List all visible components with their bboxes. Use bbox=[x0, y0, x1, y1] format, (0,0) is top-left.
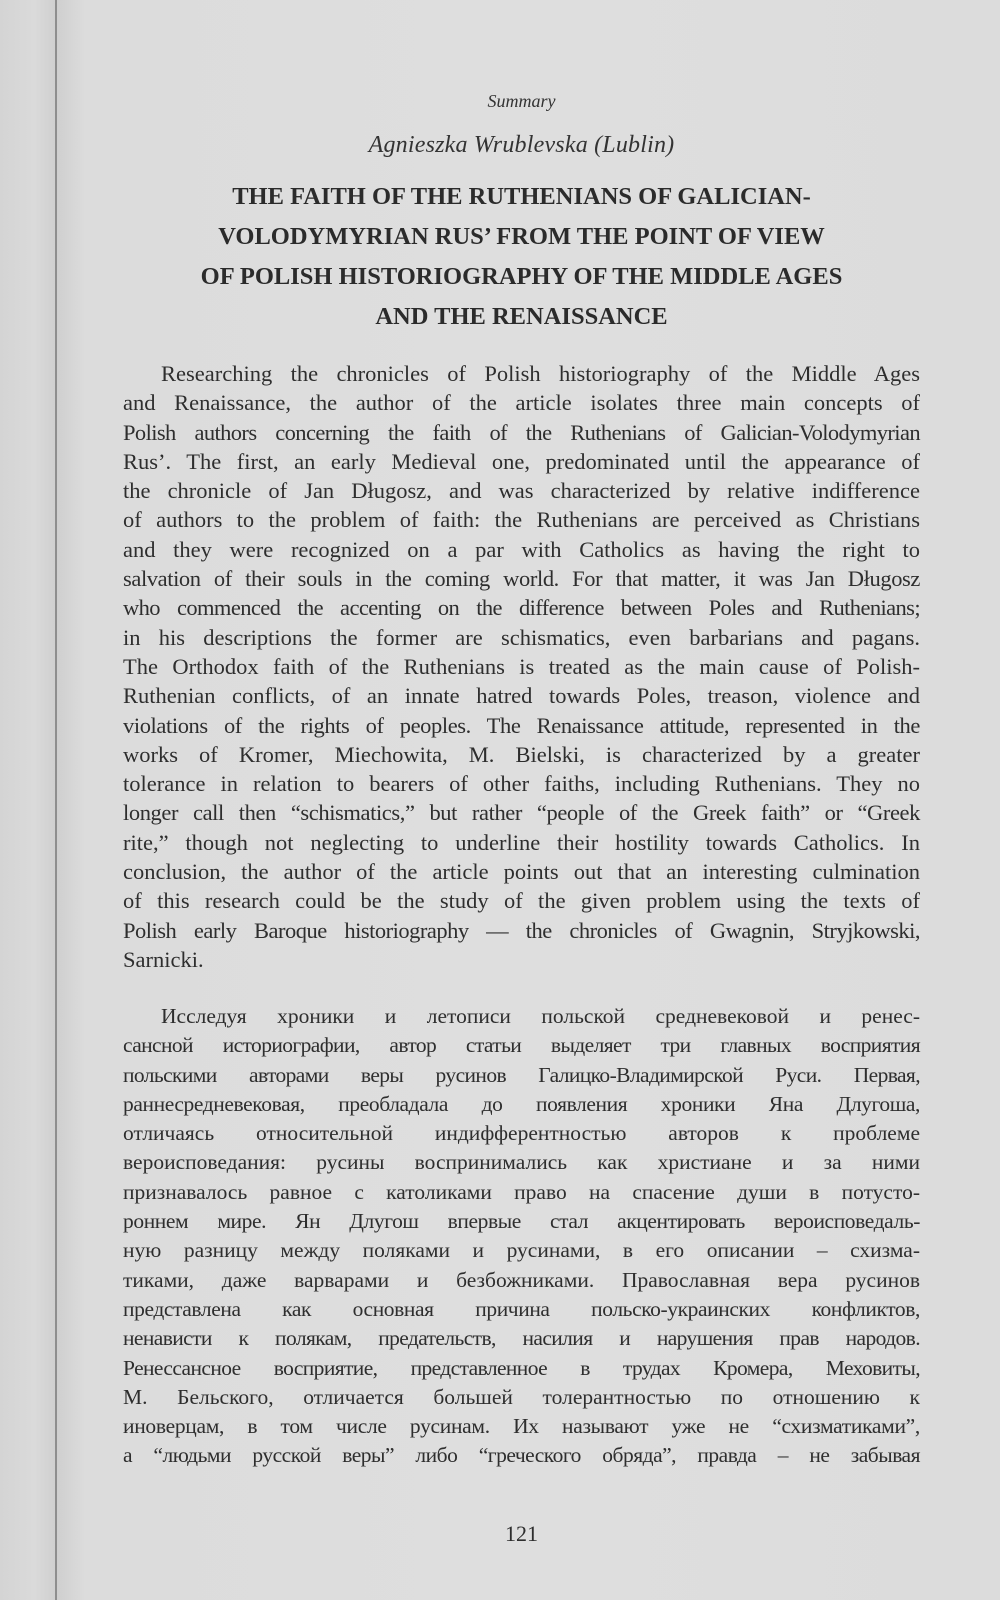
text-line: представлена как основная причина польско-украинских конфликтов, bbox=[123, 1296, 920, 1321]
text-line: ненависти к полякам, предательств, насилия и нарушения прав народов. bbox=[123, 1326, 920, 1351]
text-line: in his descriptions the former are schismatics, even barbarians and pagans. bbox=[123, 624, 920, 650]
russian-summary-paragraph bbox=[123, 1002, 920, 1471]
text-line: tolerance in relation to bearers of other faiths, including Ruthenians. They no bbox=[123, 771, 920, 797]
text-line: of authors to the problem of faith: the Ruthenians are perceived as Christians bbox=[123, 507, 920, 533]
title-line: VOLODYMYRIAN RUS’ FROM THE POINT OF VIEW bbox=[218, 223, 825, 250]
page-number: 121 bbox=[505, 1521, 538, 1546]
english-summary-paragraph bbox=[123, 359, 920, 974]
text-line: М. Бельского, отличается большей толерантностью по отношению к bbox=[123, 1384, 920, 1409]
title-line: AND THE RENAISSANCE bbox=[375, 303, 668, 330]
title-line: THE FAITH OF THE RUTHENIANS OF GALICIAN- bbox=[232, 183, 811, 210]
text-line: отличаясь относительной индифферентностью авторов к проблеме bbox=[123, 1121, 920, 1146]
text-line: works of Kromer, Miechowita, M. Bielski, is characterized by a greater bbox=[123, 741, 920, 767]
text-line: salvation of their souls in the coming world. For that matter, it was Jan Długosz bbox=[123, 566, 920, 592]
text-line: Polish authors concerning the faith of the Ruthenians of Galician-Volodymyrian bbox=[123, 419, 920, 445]
text-line: роннем мире. Ян Длугош впервые стал акцентировать вероисповедаль- bbox=[123, 1209, 920, 1234]
text-line: violations of the rights of peoples. The Renaissance attitude, represented in the bbox=[123, 712, 920, 738]
text-line: Исследуя хроники и летописи польской средневековой и ренес- bbox=[161, 1004, 920, 1028]
text-line: and they were recognized on a par with Catholics as having the right to bbox=[123, 536, 920, 562]
text-line: а “людьми русской веры” либо “греческого обряда”, правда – не забывая bbox=[123, 1443, 920, 1468]
text-line: Researching the chronicles of Polish historiography of the Middle Ages bbox=[161, 361, 920, 386]
text-line: Sarnicki. bbox=[123, 946, 204, 972]
text-line: Ruthenian conflicts, of an innate hatred towards Poles, treason, violence and bbox=[123, 683, 920, 709]
text-line: and Renaissance, the author of the article isolates three main concepts of bbox=[123, 390, 920, 416]
author-affiliation: Agnieszka Wrublevska (Lublin) bbox=[368, 132, 675, 158]
text-line: сансной историографии, автор статьи выделяет три главных восприятия bbox=[123, 1033, 920, 1058]
text-line: longer call then “schismatics,” but rather “people of the Greek faith” or “Greek bbox=[123, 800, 920, 826]
text-line: Rus’. The first, an early Medieval one, predominated until the appearance of bbox=[123, 448, 920, 474]
text-line: раннесредневековая, преобладала до появления хроники Яна Длугоша, bbox=[123, 1091, 920, 1116]
text-line: the chronicle of Jan Długosz, and was characterized by relative indifference bbox=[123, 478, 920, 504]
text-line: The Orthodox faith of the Ruthenians is treated as the main cause of Polish- bbox=[123, 653, 920, 679]
text-line: Ренессансное восприятие, представленное в трудах Кромера, Меховиты, bbox=[123, 1355, 920, 1380]
title-line: OF POLISH HISTORIOGRAPHY OF THE MIDDLE AGES bbox=[200, 263, 843, 290]
text-line: польскими авторами веры русинов Галицко-Владимирской Руси. Первая, bbox=[123, 1062, 920, 1087]
text-line: of this research could be the study of the given problem using the texts of bbox=[123, 888, 920, 914]
previous-page-edge bbox=[0, 0, 57, 1600]
text-line: признавалось равное с католиками право на спасение души в потусто- bbox=[123, 1179, 920, 1204]
text-line: conclusion, the author of the article points out that an interesting culmination bbox=[123, 859, 920, 885]
text-line: вероисповедания: русины воспринимались как христиане и за ними bbox=[123, 1150, 920, 1175]
text-line: иноверцам, в том числе русинам. Их называют уже не “схизматиками”, bbox=[123, 1414, 920, 1439]
text-line: ную разницу между поляками и русинами, в его описании – схизма- bbox=[123, 1238, 920, 1263]
article-title bbox=[123, 177, 920, 337]
book-page bbox=[57, 0, 1000, 1600]
text-line: who commenced the accenting on the difference between Poles and Ruthenians; bbox=[123, 595, 920, 621]
section-label: Summary bbox=[487, 91, 556, 111]
text-line: Polish early Baroque historiography — the chronicles of Gwagnin, Stryjkowski, bbox=[123, 917, 920, 943]
text-line: тиками, даже варварами и безбожниками. Православная вера русинов bbox=[123, 1267, 920, 1292]
text-line: rite,” though not neglecting to underline their hostility towards Catholics. In bbox=[123, 829, 920, 855]
